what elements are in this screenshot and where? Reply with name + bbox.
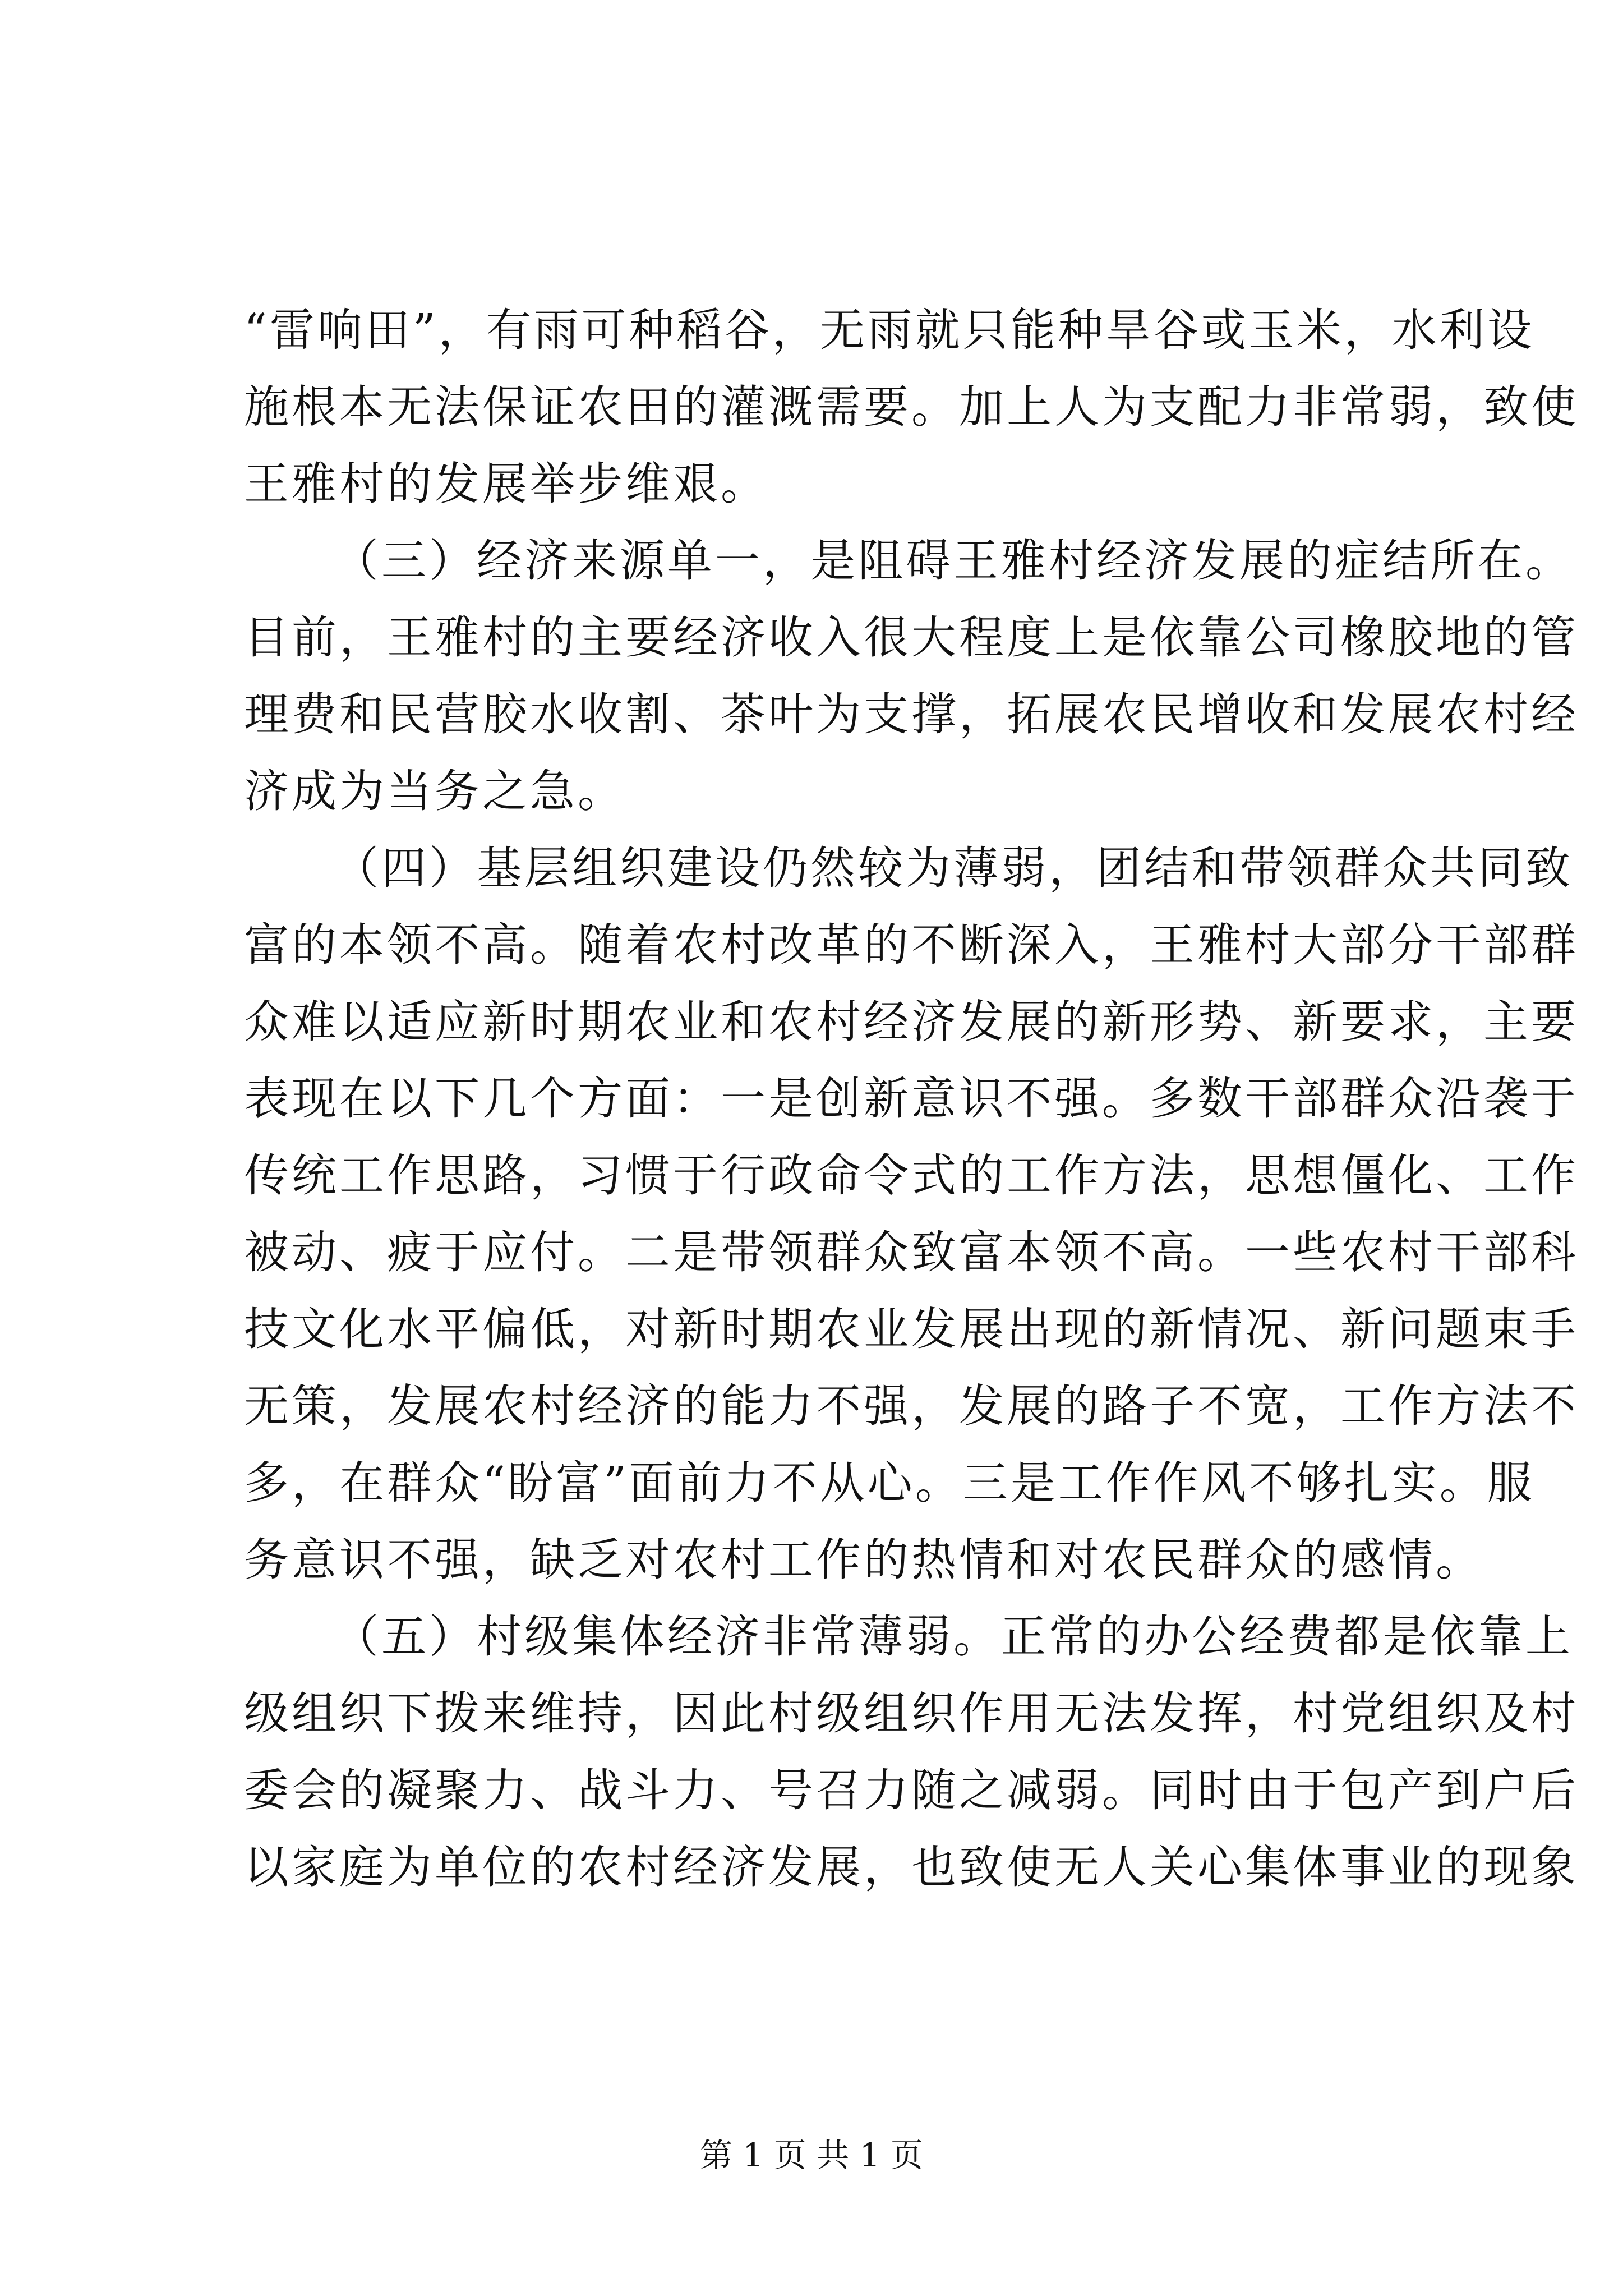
page-number: 第 1 页 共 1 页 xyxy=(700,2136,923,2174)
text-line: 表现在以下几个方面：一是创新意识不强。多数干部群众沿袭于 xyxy=(244,1073,1579,1125)
text-line: （三）经济来源单一，是阻碍王雅村经济发展的症结所在。 xyxy=(334,535,1573,587)
text-line: 多，在群众“盼富”面前力不从心。三是工作作风不够扎实。服 xyxy=(244,1457,1535,1509)
text-line: 理费和民营胶水收割、茶叶为支撑，拓展农民增收和发展农村经 xyxy=(244,688,1579,740)
text-line: 传统工作思路，习惯于行政命令式的工作方法，思想僵化、工作 xyxy=(244,1149,1579,1202)
text-line: 无策，发展农村经济的能力不强，发展的路子不宽，工作方法不 xyxy=(244,1380,1579,1432)
page-footer xyxy=(0,2129,1623,2176)
text-line: （四）基层组织建设仍然较为薄弱，团结和带领群众共同致 xyxy=(334,842,1573,894)
text-line: 被动、疲于应付。二是带领群众致富本领不高。一些农村干部科 xyxy=(244,1226,1579,1278)
text-line: 富的本领不高。随着农村改革的不断深入，王雅村大部分干部群 xyxy=(244,919,1579,971)
text-line: 技文化水平偏低，对新时期农业发展出现的新情况、新问题束手 xyxy=(244,1303,1579,1355)
text-line: 济成为当务之急。 xyxy=(244,765,625,817)
text-line: 以家庭为单位的农村经济发展，也致使无人关心集体事业的现象 xyxy=(244,1841,1579,1893)
text-line: 委会的凝聚力、战斗力、号召力随之减弱。同时由于包产到户后 xyxy=(244,1764,1579,1816)
text-line: 目前，王雅村的主要经济收入很大程度上是依靠公司橡胶地的管 xyxy=(244,611,1579,664)
text-line: （五）村级集体经济非常薄弱。正常的办公经费都是依靠上 xyxy=(334,1611,1573,1663)
text-line: 众难以适应新时期农业和农村经济发展的新形势、新要求，主要 xyxy=(244,996,1579,1048)
text-line: “雷响田”，有雨可种稻谷，无雨就只能种旱谷或玉米，水利设 xyxy=(244,304,1535,356)
text-line: 王雅村的发展举步维艰。 xyxy=(244,458,768,510)
text-line: 务意识不强，缺乏对农村工作的热情和对农民群众的感情。 xyxy=(244,1534,1483,1586)
text-line: 施根本无法保证农田的灌溉需要。加上人为支配力非常弱，致使 xyxy=(244,381,1579,433)
body-text xyxy=(244,292,1579,1906)
text-line: 级组织下拨来维持，因此村级组织作用无法发挥，村党组织及村 xyxy=(244,1687,1579,1740)
